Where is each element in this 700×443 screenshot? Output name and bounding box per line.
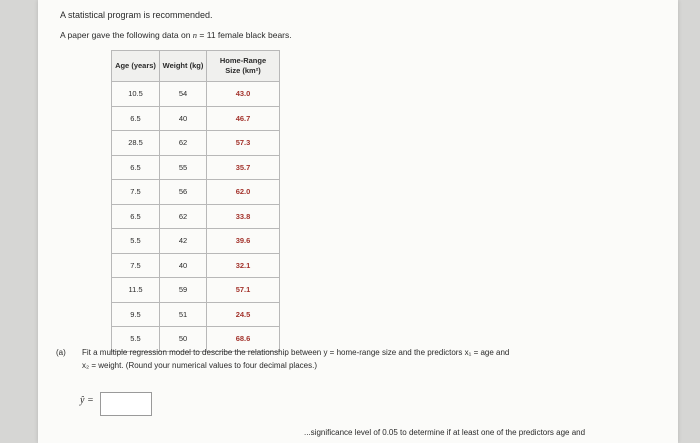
cell-weight: 59: [160, 278, 207, 303]
table-row: [112, 82, 280, 107]
intro-line-2-prefix: A paper gave the following data on: [60, 30, 193, 40]
cell-age: 7.5: [112, 253, 160, 278]
yhat-label: ŷ =: [80, 395, 94, 406]
cell-weight: 51: [160, 302, 207, 327]
header-home-range: [207, 51, 280, 82]
cell-weight: 54: [160, 82, 207, 107]
intro-line-2-suffix: = 11 female black bears.: [197, 30, 292, 40]
cell-age: 6.5: [112, 155, 160, 180]
cell-home-range: 24.5: [207, 302, 280, 327]
cell-weight: 62: [160, 204, 207, 229]
table-row: [112, 204, 280, 229]
header-home-range-line1: Home-Range: [219, 56, 267, 65]
cell-age: 6.5: [112, 106, 160, 131]
answer-row: [80, 395, 94, 406]
table-row: [112, 106, 280, 131]
table-row: [112, 278, 280, 303]
header-home-range-line2: Size (km²): [225, 66, 261, 75]
cell-age: 10.5: [112, 82, 160, 107]
cell-home-range: 35.7: [207, 155, 280, 180]
cell-weight: 55: [160, 155, 207, 180]
cell-weight: 56: [160, 180, 207, 205]
part-a-line-2: x₂ = weight. (Round your numerical values to four decimal places.): [82, 361, 317, 370]
bear-data-table: [111, 50, 280, 352]
cell-age: 9.5: [112, 302, 160, 327]
cell-home-range: 57.3: [207, 131, 280, 156]
cell-weight: 40: [160, 253, 207, 278]
cell-home-range: 46.7: [207, 106, 280, 131]
cell-home-range: 33.8: [207, 204, 280, 229]
intro-line-1: A statistical program is recommended.: [60, 10, 213, 20]
part-a-text: [82, 346, 662, 372]
problem-sheet: [38, 0, 678, 443]
part-a-label: (a): [56, 348, 66, 357]
table-row: [112, 229, 280, 254]
cell-age: 5.5: [112, 229, 160, 254]
cell-weight: 50: [160, 327, 207, 352]
cell-age: 6.5: [112, 204, 160, 229]
intro-line-2: [60, 30, 292, 40]
cell-home-range: 57.1: [207, 278, 280, 303]
regression-answer-input[interactable]: [100, 392, 152, 416]
table-row: [112, 180, 280, 205]
part-a-line-1: Fit a multiple regression model to describe the relationship between y = home-range size and the predictors x₁ = age and: [82, 348, 510, 357]
cell-home-range: 32.1: [207, 253, 280, 278]
table-row: [112, 155, 280, 180]
cell-weight: 62: [160, 131, 207, 156]
header-age: Age (years): [112, 51, 160, 82]
cell-home-range: 62.0: [207, 180, 280, 205]
cell-home-range: 68.6: [207, 327, 280, 352]
cell-age: 5.5: [112, 327, 160, 352]
table-body: [112, 82, 280, 352]
table-row: [112, 253, 280, 278]
cell-home-range: 43.0: [207, 82, 280, 107]
table-row: [112, 131, 280, 156]
cell-home-range: 39.6: [207, 229, 280, 254]
cell-age: 7.5: [112, 180, 160, 205]
cell-weight: 40: [160, 106, 207, 131]
cell-weight: 42: [160, 229, 207, 254]
cutoff-question-text: ...significance level of 0.05 to determine if at least one of the predictors age and: [304, 428, 586, 437]
header-weight: Weight (kg): [160, 51, 207, 82]
n-symbol: n: [192, 30, 198, 40]
table-row: [112, 302, 280, 327]
table-header-row: [112, 51, 280, 82]
cell-age: 11.5: [112, 278, 160, 303]
cell-age: 28.5: [112, 131, 160, 156]
